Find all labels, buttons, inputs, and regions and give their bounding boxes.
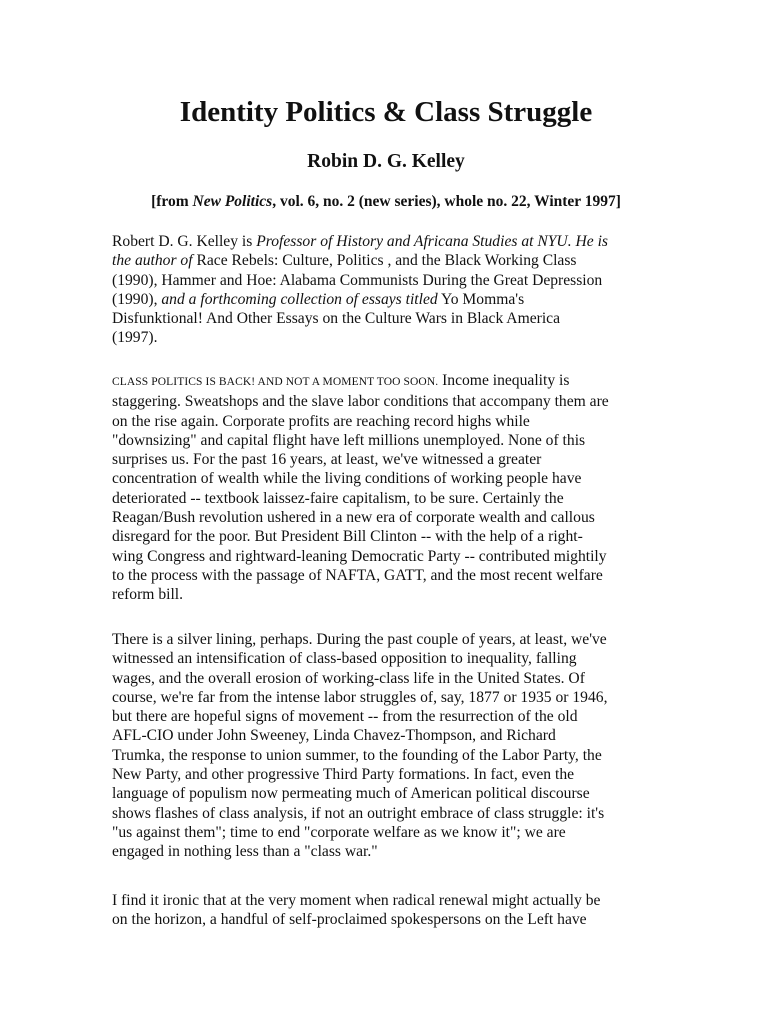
- paragraph-line: [112, 371, 660, 392]
- author-bio: [112, 232, 660, 348]
- paragraph-line: AFL-CIO under John Sweeney, Linda Chavez-Thompson, and Richard: [112, 727, 556, 745]
- citation-suffix: , vol. 6, no. 2 (new series), whole no. 22, Winter 1997]: [272, 193, 621, 210]
- bio-italic: Professor of History and Africana Studies at NYU. He is: [256, 233, 608, 250]
- paragraph-line: deteriorated -- textbook laissez-faire capitalism, to be sure. Certainly the: [112, 489, 564, 507]
- citation-journal: New Politics: [192, 193, 273, 210]
- bio-book-title: Race Rebels: Culture, Politics , and the Black Working Class: [196, 252, 577, 270]
- paragraph-line: language of populism now permeating much of American political discourse: [112, 785, 590, 803]
- citation-prefix: [from: [151, 193, 193, 210]
- paragraph-3: [112, 891, 660, 930]
- bio-line: [112, 251, 660, 270]
- paragraph-line: on the horizon, a handful of self-proclaimed spokespersons on the Left have: [112, 911, 587, 929]
- paragraph-line: shows flashes of class analysis, if not an outright embrace of class struggle: it's: [112, 804, 605, 822]
- bio-line: (1990), Hammer and Hoe: Alabama Communists During the Great Depression: [112, 271, 603, 289]
- paragraph-line: course, we're far from the intense labor struggles of, say, 1877 or 1935 or 1946,: [112, 688, 608, 706]
- bio-text: (1990),: [112, 290, 162, 308]
- paragraph-line: I find it ironic that at the very moment when radical renewal might actually be: [112, 892, 601, 909]
- paragraph-line: Reagan/Bush revolution ushered in a new era of corporate wealth and callous: [112, 509, 595, 527]
- paragraph-line: on the rise again. Corporate profits are reaching record highs while: [112, 412, 530, 430]
- paragraph-line: There is a silver lining, perhaps. During the past couple of years, at least, we've: [112, 631, 607, 648]
- paragraph-line: surprises us. For the past 16 years, at least, we've witnessed a greater: [112, 451, 542, 469]
- paragraph-1: [112, 371, 660, 605]
- paragraph-line: "us against them"; time to end "corporate welfare as we know it"; we are: [112, 823, 566, 841]
- paragraph-text: Income inequality is: [438, 372, 570, 389]
- paragraph-line: engaged in nothing less than a "class war.": [112, 843, 378, 861]
- bio-italic: and a forthcoming collection of essays titled: [161, 290, 438, 308]
- paragraph-line: concentration of wealth while the living conditions of working people have: [112, 470, 582, 488]
- paragraph-line: but there are hopeful signs of movement -- from the resurrection of the old: [112, 708, 578, 726]
- paragraph-line: "downsizing" and capital flight have left millions unemployed. None of this: [112, 431, 586, 449]
- author-name: Robin D. G. Kelley: [307, 151, 465, 172]
- bio-line: [112, 290, 660, 309]
- document-title: Identity Politics & Class Struggle: [179, 96, 593, 128]
- bio-text: Robert D. G. Kelley is: [112, 233, 257, 250]
- paragraph-line: staggering. Sweatshops and the slave labor conditions that accompany them are: [112, 393, 609, 411]
- bio-book-title: Yo Momma's: [437, 290, 525, 308]
- bio-italic: the author of: [112, 252, 197, 270]
- paragraph-line: reform bill.: [112, 586, 184, 604]
- paragraph-line: Trumka, the response to union summer, to the founding of the Labor Party, the: [112, 746, 602, 764]
- citation-line: [112, 192, 660, 212]
- paragraph-line: witnessed an intensification of class-based opposition to inequality, falling: [112, 650, 577, 668]
- paragraph-line: to the process with the passage of NAFTA, GATT, and the most recent welfare: [112, 566, 603, 584]
- lead-in-smallcaps: CLASS POLITICS IS BACK! AND NOT A MOMENT TOO SOON.: [112, 376, 439, 388]
- paragraph-line: disregard for the poor. But President Bill Clinton -- with the help of a right-: [112, 528, 583, 546]
- paragraph-2: [112, 630, 660, 862]
- bio-line: Disfunktional! And Other Essays on the Culture Wars in Black America: [112, 310, 560, 328]
- bio-line: (1997).: [112, 329, 158, 347]
- paragraph-line: wing Congress and rightward-leaning Democratic Party -- contributed mightily: [112, 547, 607, 565]
- paragraph-line: New Party, and other progressive Third Party formations. In fact, even the: [112, 766, 575, 784]
- bio-line: [112, 232, 660, 251]
- paragraph-line: wages, and the overall erosion of working-class life in the United States. Of: [112, 669, 585, 687]
